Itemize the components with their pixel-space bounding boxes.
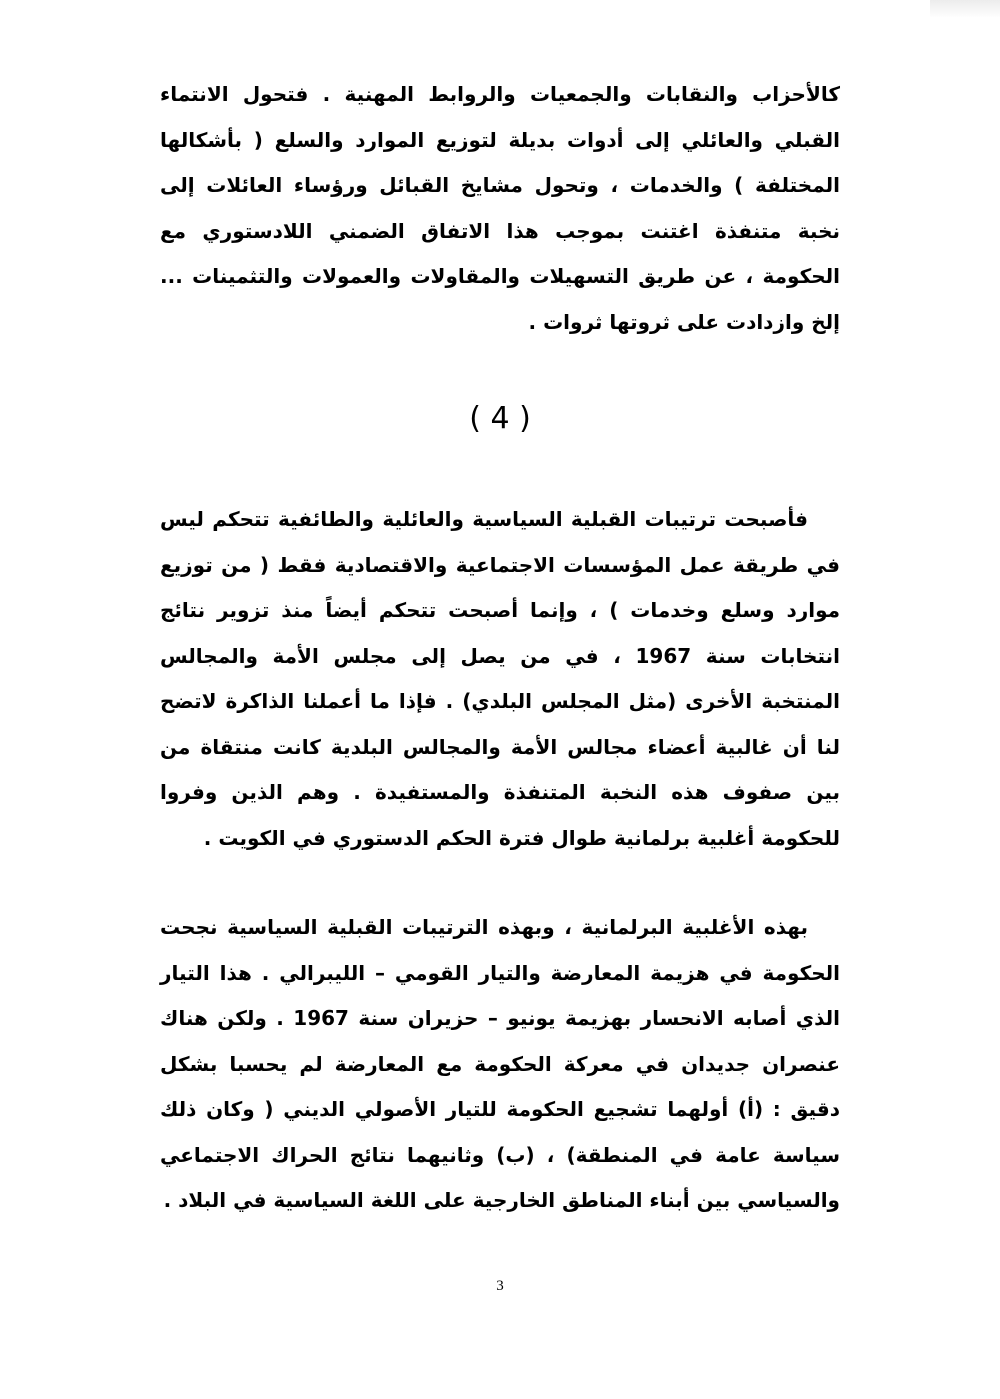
paragraph-3: بهذه الأغلبية البرلمانية ، وبهذه الترتيبات القبلية السياسية نجحت الحكومة في هزيمة المعارضة والتيار القومي – الليبرالي . هذا التيار الذي أصابه الانحسار بهزيمة يونيو – حزيران سنة 1967 . ولكن هناك عنصران جديدان في معركة الحكومة مع المعارضة لم يحسبا بشكل دقيق : (أ) أولهما تشجيع الحكومة للتيار الأصولي الديني ( وكان ذلك سياسة عامة في المنطقة) ، (ب) وثانيهما نتائج الحراك الاجتماعي والسياسي بين أبناء المناطق الخارجية على اللغة السياسية في البلاد . (160, 915, 841, 1212)
paragraph-2: فأصبحت ترتيبات القبلية السياسية والعائلية والطائفية تتحكم ليس في طريقة عمل المؤسسات الاجتماعية والاقتصادية فقط ( من توزيع موارد وسلع وخدمات ) ، وإنما أصبحت تتحكم أيضاً منذ تزوير نتائج انتخابات سنة 1967 ، في من يصل إلى مجلس الأمة والمجالس المنتخبة الأخرى (مثل المجلس البلدي) . فإذا ما أعملنا الذاكرة لاتضح لنا أن غالبية أعضاء مجالس الأمة والمجالس البلدية كانت منتقاة من بين صفوف هذه النخبة المتنفذة والمستفيدة . وهم الذين وفروا للحكومة أغلبية برلمانية طوال فترة الحكم الدستوري في الكويت . (160, 507, 840, 850)
paragraph-gap (160, 861, 840, 905)
paragraph-1: كالأحزاب والنقابات والجمعيات والروابط المهنية . فتحول الانتماء القبلي والعائلي إلى أدوات بديلة لتوزيع الموارد والسلع ( بأشكالها المختلفة ) والخدمات ، وتحول مشايخ القبائل ورؤساء العائلات إلى نخبة متنفذة اغتنت بموجب هذا الاتفاق الضمني اللادستوري مع الحكومة ، عن طريق التسهيلات والمقاولات والعمولات والتثمينات ... إلخ وازدادت على ثروتها ثروات . (160, 82, 840, 334)
scan-edge-shadow (930, 0, 1000, 18)
page-number: 3 (496, 1278, 504, 1294)
document-body (160, 72, 840, 1224)
section-heading: ( 4 ) (469, 401, 531, 436)
